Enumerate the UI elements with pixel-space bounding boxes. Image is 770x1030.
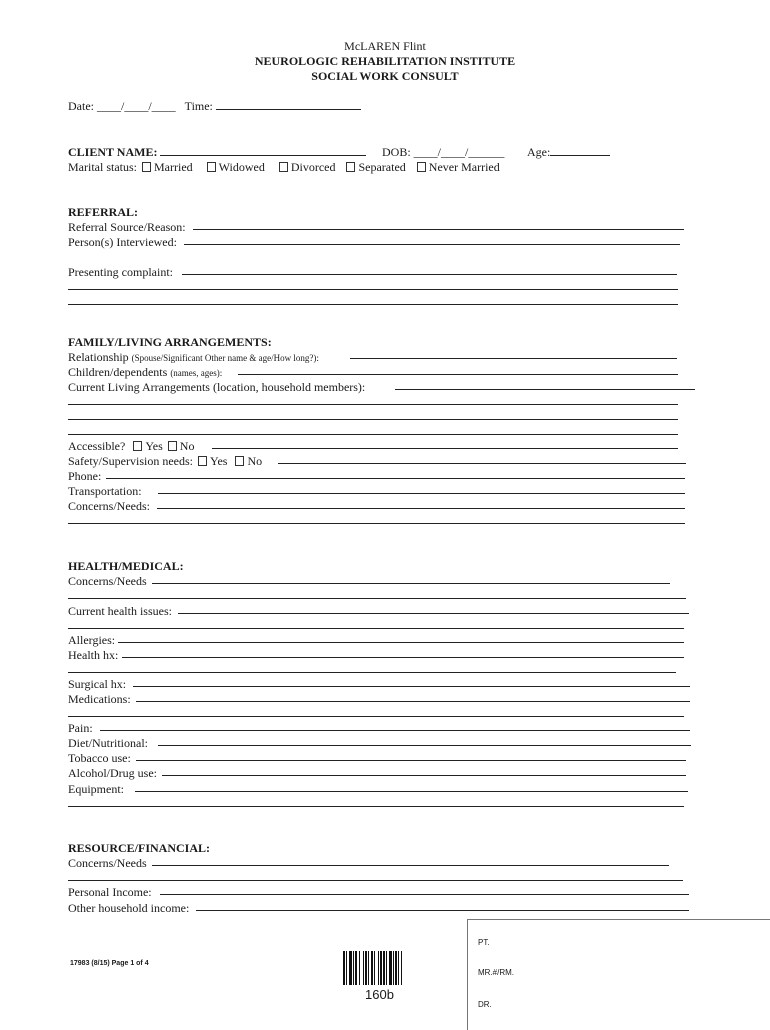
barcode-bar xyxy=(380,951,382,985)
referral-source-label: Referral Source/Reason: xyxy=(68,220,186,234)
barcode-bar xyxy=(349,951,352,985)
phone-field[interactable] xyxy=(106,478,685,479)
organization-name: McLAREN Flint xyxy=(344,39,426,53)
resource-concerns-field[interactable] xyxy=(152,865,669,866)
dob-label: DOB: ____/____/______ xyxy=(382,145,505,159)
relationship-field[interactable] xyxy=(350,358,677,359)
barcode xyxy=(343,951,423,985)
children-hint: (names, ages): xyxy=(170,368,223,378)
accessible-yes-label: Yes xyxy=(145,439,163,453)
health-hx-field[interactable] xyxy=(122,657,684,658)
widowed-option: Widowed xyxy=(218,160,265,174)
client-name-field[interactable] xyxy=(160,145,366,156)
health-heading: HEALTH/MEDICAL: xyxy=(68,559,184,573)
time-label: Time: xyxy=(184,99,213,113)
medications-label: Medications: xyxy=(68,692,131,706)
accessible-no-label: No xyxy=(179,439,195,453)
date-time-row xyxy=(68,99,361,113)
living-arrangements-label: Current Living Arrangements (location, household members): xyxy=(68,380,366,394)
persons-interviewed-field[interactable] xyxy=(184,244,680,245)
barcode-bar xyxy=(389,951,392,985)
tobacco-label: Tobacco use: xyxy=(68,751,131,765)
transportation-label: Transportation: xyxy=(68,484,142,498)
separated-checkbox[interactable] xyxy=(346,162,355,172)
family-concerns-field[interactable] xyxy=(157,508,685,509)
barcode-bar xyxy=(398,951,399,985)
barcode-bar xyxy=(386,951,387,985)
accessible-row xyxy=(68,439,194,453)
resource-concerns-line-2[interactable] xyxy=(68,880,683,881)
barcode-bar xyxy=(346,951,347,985)
time-field[interactable] xyxy=(216,99,361,110)
divorced-checkbox[interactable] xyxy=(279,162,288,172)
alcohol-drug-label: Alcohol/Drug use: xyxy=(68,766,157,780)
family-concerns-line-2[interactable] xyxy=(68,523,685,524)
living-line-3[interactable] xyxy=(68,419,678,420)
equipment-label: Equipment: xyxy=(68,782,124,796)
persons-interviewed-label: Person(s) Interviewed: xyxy=(68,235,177,249)
safety-no-label: No xyxy=(247,454,263,468)
tobacco-field[interactable] xyxy=(136,760,686,761)
referral-source-field[interactable] xyxy=(193,229,684,230)
presenting-complaint-field[interactable] xyxy=(182,274,677,275)
marital-status-row xyxy=(68,160,500,174)
barcode-bar xyxy=(393,951,394,985)
referral-heading: REFERRAL: xyxy=(68,205,139,219)
current-health-issues-field[interactable] xyxy=(178,613,689,614)
age-label: Age: xyxy=(527,145,551,159)
relationship-hint: (Spouse/Significant Other name & age/How long?): xyxy=(131,353,319,363)
barcode-bar xyxy=(353,951,354,985)
household-income-field[interactable] xyxy=(196,910,689,911)
family-concerns-label: Concerns/Needs: xyxy=(68,499,150,513)
medications-field[interactable] xyxy=(136,701,690,702)
client-name-label: CLIENT NAME: xyxy=(68,145,158,159)
form-title: SOCIAL WORK CONSULT xyxy=(311,69,459,83)
resource-heading: RESOURCE/FINANCIAL: xyxy=(68,841,211,855)
diet-label: Diet/Nutritional: xyxy=(68,736,148,750)
barcode-bar xyxy=(359,951,360,985)
health-hx-label: Health hx: xyxy=(68,648,119,662)
institute-name: NEUROLOGIC REHABILITATION INSTITUTE xyxy=(254,54,516,68)
transportation-field[interactable] xyxy=(158,493,685,494)
health-hx-line-2[interactable] xyxy=(68,672,676,673)
phone-label: Phone: xyxy=(68,469,102,483)
medications-line-2[interactable] xyxy=(68,716,684,717)
surgical-hx-field[interactable] xyxy=(133,686,690,687)
presenting-complaint-line-3[interactable] xyxy=(68,304,678,305)
never-married-option: Never Married xyxy=(428,160,500,174)
barcode-bar xyxy=(383,951,385,985)
pt-label: PT. xyxy=(478,938,490,947)
never-married-checkbox[interactable] xyxy=(417,162,426,172)
diet-field[interactable] xyxy=(158,745,691,746)
safety-field[interactable] xyxy=(278,463,686,464)
age-field[interactable] xyxy=(550,145,610,156)
barcode-bar xyxy=(343,951,345,985)
health-concerns-line-2[interactable] xyxy=(68,598,686,599)
barcode-bar xyxy=(371,951,373,985)
personal-income-field[interactable] xyxy=(160,894,689,895)
allergies-field[interactable] xyxy=(118,642,684,643)
barcode-bar xyxy=(401,951,402,985)
personal-income-label: Personal Income: xyxy=(68,885,152,899)
barcode-bar xyxy=(355,951,357,985)
living-line-4[interactable] xyxy=(68,434,678,435)
allergies-label: Allergies: xyxy=(68,633,116,647)
presenting-complaint-label: Presenting complaint: xyxy=(68,265,173,279)
barcode-text: 160b xyxy=(365,987,394,1002)
client-name-row xyxy=(68,145,366,159)
relationship-label: Relationship xyxy=(68,350,129,364)
health-concerns-label: Concerns/Needs xyxy=(68,574,147,588)
accessible-yes-checkbox[interactable] xyxy=(133,441,142,451)
married-option: Married xyxy=(154,160,193,174)
family-heading: FAMILY/LIVING ARRANGEMENTS: xyxy=(68,335,272,349)
accessible-label: Accessible? xyxy=(68,439,126,453)
pain-field[interactable] xyxy=(100,730,690,731)
living-arrangements-field[interactable] xyxy=(395,389,695,390)
children-field[interactable] xyxy=(238,374,678,375)
surgical-hx-label: Surgical hx: xyxy=(68,677,127,691)
form-number: 17983 (8/15) Page 1 of 4 xyxy=(70,960,149,967)
barcode-bar xyxy=(395,951,397,985)
barcode-bar xyxy=(365,951,367,985)
barcode-bar xyxy=(363,951,364,985)
barcode-bar xyxy=(378,951,379,985)
accessible-no-checkbox[interactable] xyxy=(168,441,177,451)
married-checkbox[interactable] xyxy=(142,162,151,172)
age-row xyxy=(527,145,610,159)
resource-concerns-label: Concerns/Needs xyxy=(68,856,147,870)
presenting-complaint-line-2[interactable] xyxy=(68,289,678,290)
safety-yes-checkbox[interactable] xyxy=(198,456,207,466)
date-label: Date: ____/____/____ xyxy=(68,99,176,113)
alcohol-drug-field[interactable] xyxy=(162,775,686,776)
equipment-field[interactable] xyxy=(135,791,688,792)
mr-rm-label: MR.#/RM. xyxy=(478,968,514,977)
current-health-issues-line-2[interactable] xyxy=(68,628,684,629)
safety-row xyxy=(68,454,262,468)
dr-label: DR. xyxy=(478,1000,492,1009)
children-row xyxy=(68,365,222,380)
safety-label: Safety/Supervision needs: xyxy=(68,454,193,468)
living-line-2[interactable] xyxy=(68,404,678,405)
relationship-row xyxy=(68,350,319,365)
household-income-label: Other household income: xyxy=(68,901,190,915)
pain-label: Pain: xyxy=(68,721,93,735)
children-label: Children/dependents xyxy=(68,365,168,379)
barcode-bar xyxy=(374,951,375,985)
marital-status-label: Marital status: xyxy=(68,160,137,174)
separated-option: Separated xyxy=(358,160,406,174)
divorced-option: Divorced xyxy=(290,160,336,174)
safety-yes-label: Yes xyxy=(209,454,228,468)
accessible-field[interactable] xyxy=(212,448,678,449)
current-health-issues-label: Current health issues: xyxy=(68,604,172,618)
widowed-checkbox[interactable] xyxy=(207,162,216,172)
equipment-line-2[interactable] xyxy=(68,806,684,807)
barcode-bar xyxy=(368,951,369,985)
health-concerns-field[interactable] xyxy=(152,583,670,584)
safety-no-checkbox[interactable] xyxy=(235,456,244,466)
patient-stamp-box xyxy=(467,919,770,1030)
